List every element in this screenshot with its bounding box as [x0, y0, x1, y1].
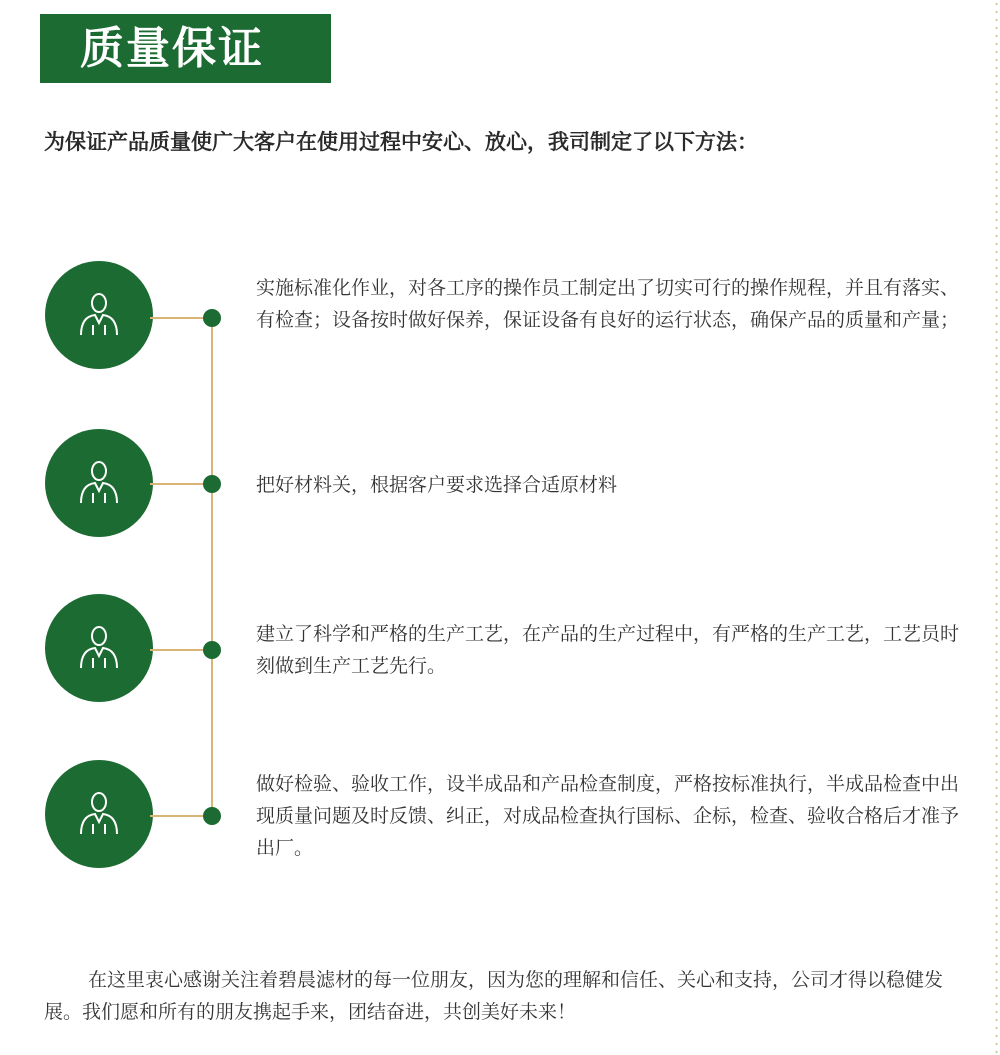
person-icon: [77, 459, 121, 507]
connector-dot: [203, 475, 221, 493]
item-text: 做好检验、验收工作，设半成品和产品检查制度，严格按标准执行，半成品检查中出现质量问题及时反馈、纠正，对成品检查执行国标、企标，检查、验收合格后才准予出厂。: [256, 773, 960, 859]
decorative-dotted-border: [995, 0, 998, 1055]
person-icon: [77, 624, 121, 672]
closing-paragraph: 在这里衷心感谢关注着碧晨滤材的每一位朋友，因为您的理解和信任、关心和支持，公司才得以稳健发展。我们愿和所有的朋友携起手来，团结奋进，共创美好未来！: [44, 969, 944, 1023]
icon-circle: [45, 760, 153, 868]
item-text: 实施标准化作业，对各工序的操作员工制定出了切实可行的操作规程，并且有落实、有检查；设备按时做好保养，保证设备有良好的运行状态，确保产品的质量和产量；: [256, 277, 960, 331]
icon-circle: [45, 261, 153, 369]
timeline-vertical-line: [211, 318, 213, 817]
page-title: 质量保证: [80, 23, 264, 74]
icon-circle: [45, 429, 153, 537]
icon-circle: [45, 594, 153, 702]
connector-dot: [203, 807, 221, 825]
person-icon: [77, 291, 121, 339]
intro-text: 为保证产品质量使广大客户在使用过程中安心、放心，我司制定了以下方法：: [44, 130, 758, 154]
item-text: 建立了科学和严格的生产工艺，在产品的生产过程中，有严格的生产工艺，工艺员时刻做到生产工艺先行。: [256, 623, 960, 677]
person-icon: [77, 790, 121, 838]
connector-dot: [203, 309, 221, 327]
item-text: 把好材料关，根据客户要求选择合适原材料: [256, 474, 618, 496]
connector-dot: [203, 641, 221, 659]
